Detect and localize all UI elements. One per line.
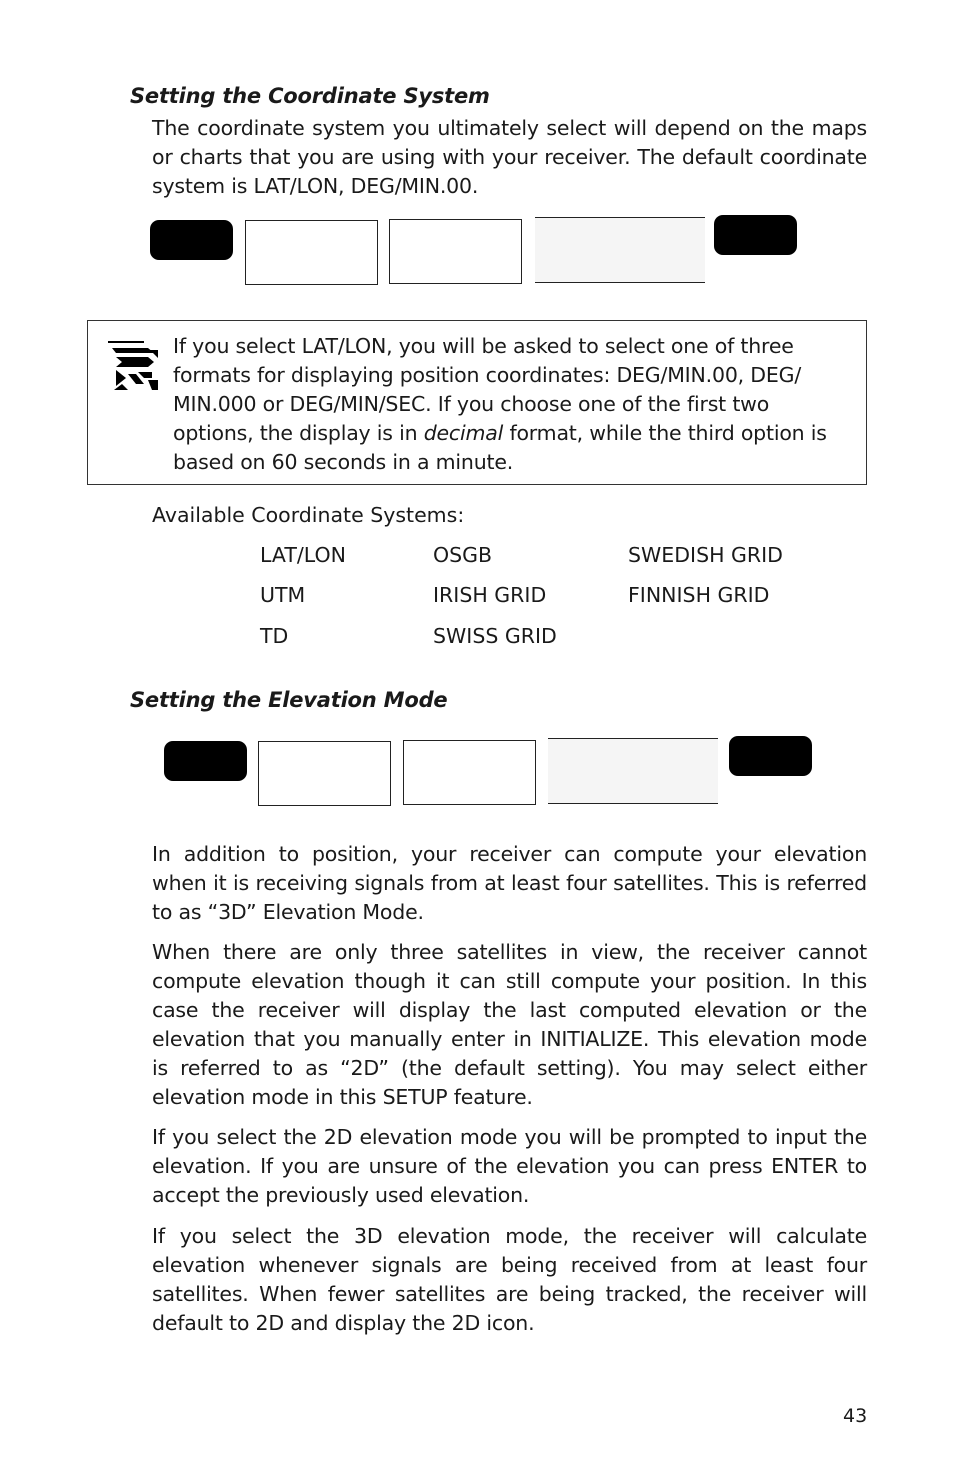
black-key-end <box>729 736 812 776</box>
page-number: 43 <box>843 1405 868 1427</box>
black-key-start <box>164 741 247 781</box>
system-item: UTM <box>260 583 306 607</box>
system-item: OSGB <box>433 543 493 567</box>
elevation-paragraph: If you select the 3D elevation mode, the receiver will calculate elevation whenever signals are being received from at least four satellites. When fewer satellites are being tracked, the receiver will default to 2D and display the 2D icon. <box>152 1224 867 1335</box>
black-key-end <box>714 215 797 255</box>
key-box-2 <box>403 740 536 805</box>
elevation-paragraph: When there are only three satellites in view, the receiver cannot compute elevation though it can still compute your position. In this case the receiver will display the last computed elevation or the elevation that you manually enter in INITIALIZE. This elevation mode is referred to as “2D” (the default setting). You may select either elevation mode in this SETUP feature. <box>152 940 867 1109</box>
key-box-2 <box>389 219 522 284</box>
display-screen <box>535 217 705 283</box>
systems-label: Available Coordinate Systems: <box>152 503 465 527</box>
note-box <box>87 320 867 485</box>
key-box-1 <box>258 741 391 806</box>
system-item: SWEDISH GRID <box>628 543 783 567</box>
note-text-emphasis: decimal <box>423 421 504 445</box>
coordinate-system-intro: The coordinate system you ultimately select will depend on the maps or charts that you are using with your receiver. The default coordinate system is LAT/LON, DEG/MIN.00. <box>152 116 867 198</box>
elevation-paragraph: If you select the 2D elevation mode you will be prompted to input the elevation. If you are unsure of the elevation you can press ENTER to accept the previously used elevation. <box>152 1125 867 1207</box>
note-icon <box>108 340 160 392</box>
coordinate-system-heading: Setting the Coordinate System <box>130 84 490 108</box>
display-screen <box>548 738 718 804</box>
note-text <box>173 332 848 477</box>
key-box-1 <box>245 220 378 285</box>
note-text-part: format, while the third option is based on 60 seconds in a minute. <box>173 421 827 474</box>
system-item: LAT/LON <box>260 543 346 567</box>
elevation-mode-heading: Setting the Elevation Mode <box>130 688 448 712</box>
black-key-start <box>150 220 233 260</box>
system-item: FINNISH GRID <box>628 583 770 607</box>
note-text-part: If you select LAT/LON, you will be asked to select one of three formats for displaying position coordinates: DEG/MIN.00, DEG/ MIN.000 or DEG/MIN/SEC. If you choose one of the first two options, the display is in <box>173 334 802 445</box>
coordinate-key-sequence <box>150 214 810 284</box>
system-item: SWISS GRID <box>433 624 557 648</box>
system-item: IRISH GRID <box>433 583 547 607</box>
system-item: TD <box>260 624 289 648</box>
elevation-key-sequence <box>164 735 824 805</box>
elevation-paragraph: In addition to position, your receiver can compute your elevation when it is receiving signals from at least four satellites. This is referred to as “3D” Elevation Mode. <box>152 842 867 924</box>
